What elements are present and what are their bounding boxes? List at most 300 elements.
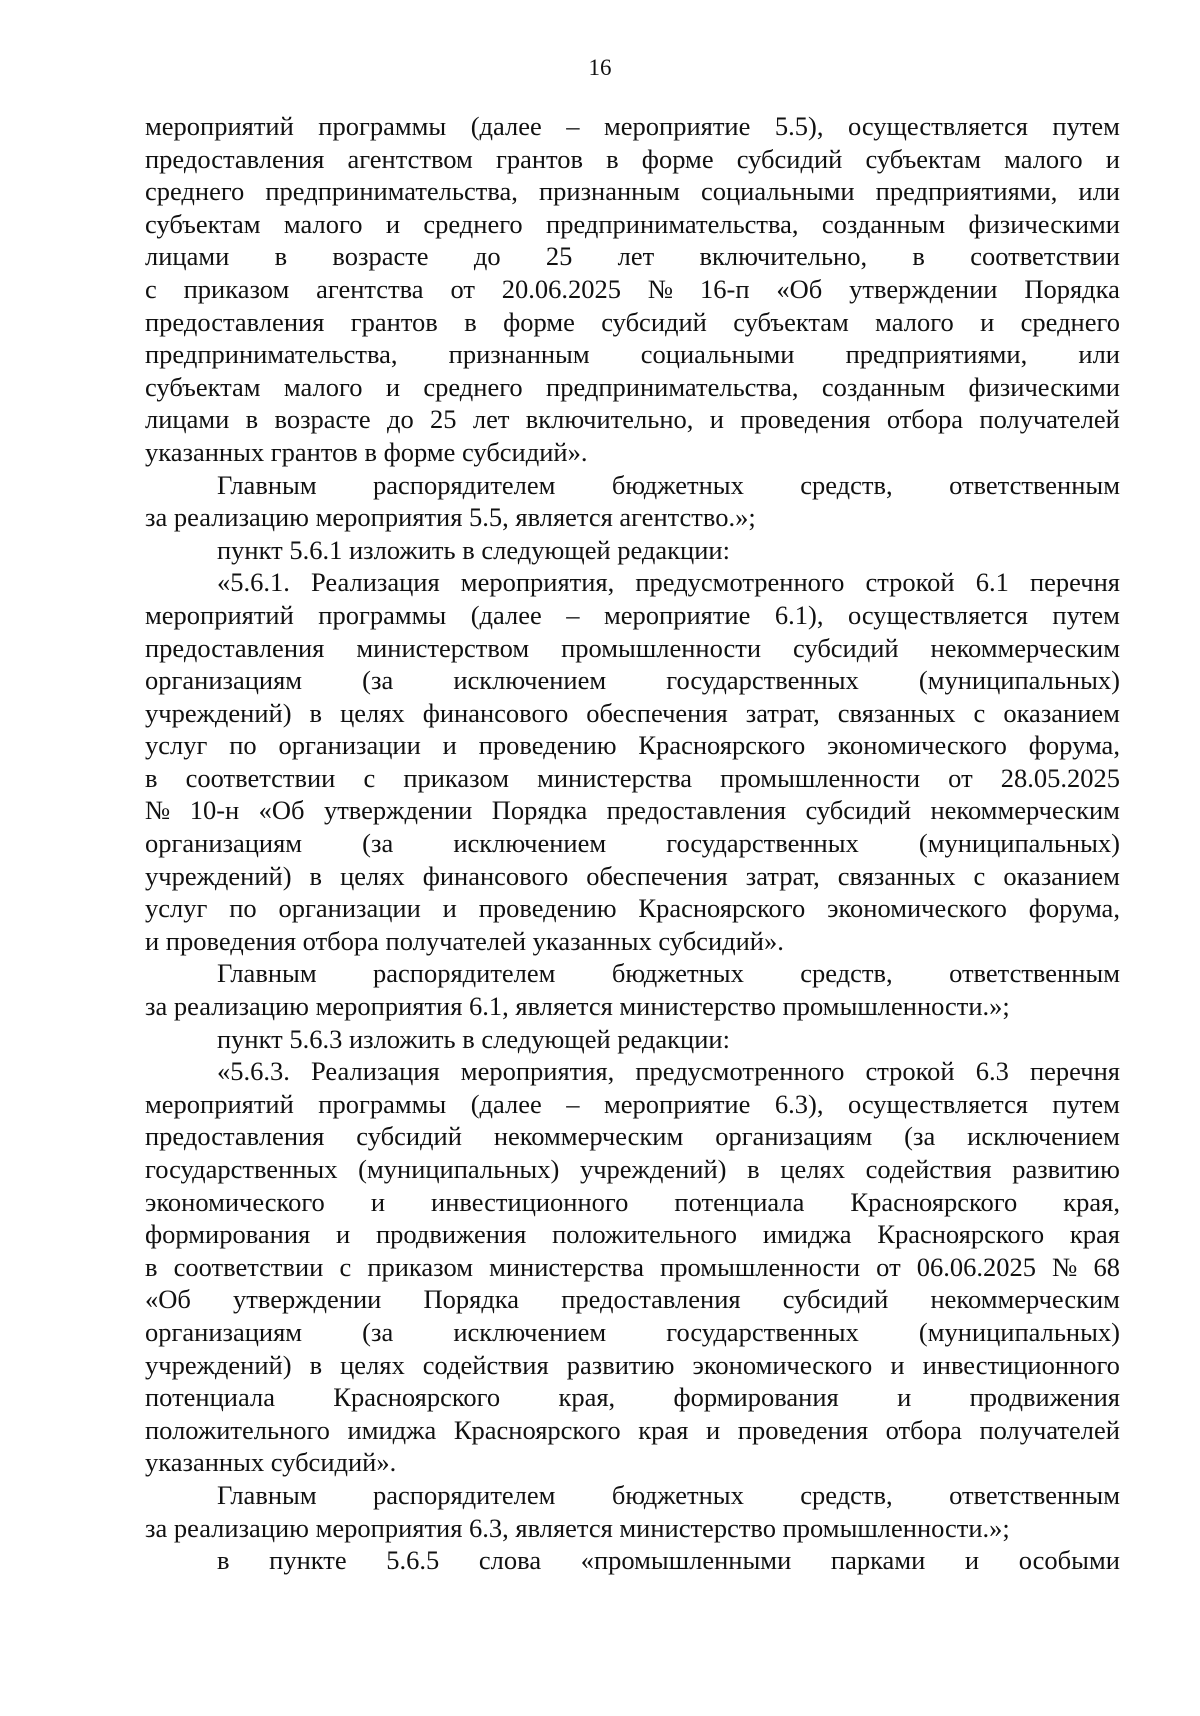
text-word: форума,: [1028, 730, 1120, 761]
text-word: лицами: [145, 404, 230, 435]
text-word: предоставления: [145, 632, 325, 663]
text-word: 5.5),: [774, 111, 824, 141]
text-line: [145, 925, 1120, 958]
text-word: предоставления: [145, 306, 325, 337]
text-word: за реализацию мероприятия 6.1, является министерство промышленности.»;: [145, 991, 1010, 1022]
text-word: за реализацию мероприятия 6.3, является министерство промышленности.»;: [145, 1512, 1010, 1543]
text-word: (муниципальных): [918, 1316, 1120, 1347]
text-line: [145, 566, 1120, 599]
text-word: проведения: [737, 1414, 869, 1445]
text-word: за реализацию мероприятия 5.5, является агентство.»;: [145, 502, 756, 533]
text-word: особыми: [1018, 1545, 1120, 1576]
text-word: организациям: [715, 1121, 873, 1152]
text-word: в: [309, 860, 323, 891]
text-word: края: [638, 1414, 689, 1445]
text-word: осуществляется: [847, 1088, 1028, 1119]
text-word: (за: [362, 1316, 394, 1347]
text-word: субсидий: [805, 795, 912, 826]
text-word: созданным: [821, 371, 946, 402]
text-word: обеспечения: [586, 860, 728, 891]
text-word: в: [606, 143, 619, 174]
text-word: (далее: [470, 599, 542, 630]
text-line: [145, 1186, 1120, 1219]
text-word: форме: [503, 306, 575, 337]
text-word: №: [1052, 1251, 1078, 1282]
text-line: [145, 436, 1120, 469]
text-word: положительного: [145, 1414, 330, 1445]
text-line: [145, 306, 1120, 339]
text-word: лет: [472, 404, 510, 435]
text-word: ответственным: [949, 469, 1120, 500]
text-word: включительно,: [699, 241, 868, 272]
text-word: и: [897, 1382, 912, 1413]
text-word: Порядка: [423, 1284, 520, 1315]
text-line: [145, 1381, 1120, 1414]
text-word: финансового: [422, 860, 569, 891]
text-word: предусмотренного: [635, 567, 845, 598]
text-word: 6.1: [975, 567, 1009, 598]
text-word: оказанием: [1003, 860, 1120, 891]
text-word: Красноярского: [850, 1186, 1018, 1217]
text-word: учреждений): [145, 697, 292, 728]
text-word: некоммерческим: [493, 1121, 684, 1152]
text-word: государственных: [666, 1316, 859, 1347]
text-word: среднего: [145, 176, 245, 207]
text-word: финансового: [422, 697, 569, 728]
text-line: [145, 599, 1120, 632]
text-word: исключением: [453, 665, 607, 696]
text-word: в: [747, 1154, 760, 1184]
text-word: имиджа: [347, 1414, 437, 1445]
text-word: содействия: [865, 1154, 992, 1184]
text-word: физическими: [968, 208, 1120, 239]
text-word: 6.3: [975, 1056, 1009, 1087]
text-line: [145, 1120, 1120, 1153]
text-word: утверждении: [233, 1284, 382, 1315]
text-word: исключением: [453, 828, 607, 859]
text-word: предпринимательства,: [265, 176, 518, 207]
text-line: [145, 1446, 1120, 1479]
text-word: лет: [617, 241, 655, 272]
text-word: возрасте: [274, 404, 371, 435]
text-word: субсидий: [601, 306, 707, 337]
text-word: формирования: [673, 1382, 839, 1413]
text-word: промышленности: [660, 1251, 861, 1282]
text-word: «Об: [145, 1284, 191, 1315]
text-line: [145, 273, 1120, 306]
text-word: отбора: [885, 1414, 962, 1445]
text-word: малого: [875, 306, 954, 337]
text-word: Красноярского: [333, 1382, 501, 1413]
text-line: [145, 534, 1120, 567]
text-word: среднего: [423, 371, 523, 402]
text-word: получателей: [979, 1414, 1120, 1445]
text-word: агентства: [316, 273, 424, 304]
text-word: социальными: [700, 176, 855, 207]
text-word: от: [876, 1251, 901, 1282]
text-word: края,: [1063, 1186, 1120, 1217]
text-word: 25: [430, 404, 457, 435]
text-word: государственных: [666, 665, 859, 696]
text-word: ответственным: [949, 958, 1120, 989]
text-word: пункте: [269, 1545, 347, 1576]
text-word: признанным: [538, 176, 680, 207]
text-word: по: [229, 893, 257, 924]
text-word: программы: [318, 1088, 447, 1119]
text-word: включительно,: [525, 404, 694, 435]
text-word: путем: [1052, 1088, 1120, 1119]
text-line: [145, 697, 1120, 730]
text-word: с: [973, 860, 986, 891]
text-word: соответствии: [173, 1251, 324, 1282]
text-line: [145, 1414, 1120, 1447]
text-line: [145, 1283, 1120, 1316]
text-word: целях: [340, 1349, 405, 1380]
text-word: –: [566, 1088, 580, 1119]
text-word: Красноярского: [638, 893, 806, 924]
text-word: предоставления: [145, 143, 325, 174]
text-word: и: [442, 893, 457, 924]
text-word: и: [890, 1349, 905, 1380]
text-line: [145, 632, 1120, 665]
text-word: перечня: [1029, 567, 1120, 598]
text-line: [145, 1055, 1120, 1088]
text-word: приказом: [367, 1251, 473, 1282]
text-word: и: [385, 208, 400, 239]
text-word: путем: [1052, 599, 1120, 630]
text-word: в: [217, 1545, 230, 1576]
text-line: [145, 990, 1120, 1023]
text-word: предприятиями,: [845, 339, 1028, 370]
text-line: [145, 1479, 1120, 1512]
text-word: (за: [904, 1121, 936, 1152]
text-word: экономического: [827, 730, 1007, 761]
text-word: отбора: [886, 404, 964, 435]
text-word: (муниципальных): [358, 1154, 560, 1184]
text-word: Главным: [217, 1479, 317, 1510]
text-word: Красноярского: [638, 730, 806, 761]
text-word: учреждений): [145, 860, 292, 891]
text-word: организациям: [145, 1316, 303, 1347]
text-word: затрат,: [745, 860, 820, 891]
text-word: 6.3),: [774, 1088, 824, 1119]
text-word: учреждений): [145, 1349, 292, 1380]
text-word: развитию: [1012, 1154, 1120, 1184]
text-word: и: [385, 371, 400, 402]
text-word: «Об: [776, 273, 823, 304]
text-word: предоставления: [145, 1121, 325, 1152]
text-word: среднего: [423, 208, 523, 239]
text-word: 68: [1093, 1251, 1120, 1282]
text-word: 28.05.2025: [1000, 762, 1120, 793]
text-word: содействия: [422, 1349, 549, 1380]
text-word: Красноярского: [877, 1219, 1045, 1250]
text-line: [145, 501, 1120, 534]
text-word: осуществляется: [847, 599, 1028, 630]
text-word: потенциала: [674, 1186, 805, 1217]
text-word: путем: [1052, 111, 1120, 141]
text-word: исключением: [453, 1316, 607, 1347]
text-word: мероприятий: [145, 1088, 294, 1119]
text-word: некоммерческим: [930, 1284, 1120, 1315]
text-word: субсидий: [782, 1284, 889, 1315]
text-word: (далее: [470, 111, 542, 141]
text-word: 10-н: [189, 795, 240, 826]
text-word: и: [442, 730, 457, 761]
text-word: организации: [278, 893, 421, 924]
text-word: пункт 5.6.1 изложить в следующей редакции:: [217, 534, 730, 565]
text-word: ответственным: [949, 1479, 1120, 1510]
text-word: среднего: [1020, 306, 1120, 337]
text-word: или: [1078, 339, 1120, 370]
text-line: [145, 860, 1120, 893]
text-line: [145, 664, 1120, 697]
text-line: [145, 762, 1120, 795]
text-word: края,: [558, 1382, 616, 1413]
text-word: грантов: [350, 306, 438, 337]
text-word: субъектам: [145, 208, 261, 239]
text-word: бюджетных: [611, 1479, 744, 1510]
text-word: соответствии: [185, 762, 336, 793]
text-word: соответствии: [970, 241, 1120, 272]
text-word: (муниципальных): [918, 665, 1120, 696]
text-word: государственных: [145, 1154, 338, 1184]
text-line: [145, 403, 1120, 436]
text-word: предоставления: [606, 795, 787, 826]
text-word: Главным: [217, 958, 317, 989]
text-word: созданным: [821, 208, 946, 239]
text-word: и: [1105, 143, 1120, 174]
text-word: государственных: [666, 828, 859, 859]
text-word: физическими: [968, 371, 1120, 402]
text-word: в: [145, 762, 158, 793]
text-word: 5.6.5: [386, 1545, 440, 1576]
text-word: пункт 5.6.3 изложить в следующей редакции:: [217, 1023, 730, 1054]
text-word: положительного: [552, 1219, 738, 1250]
text-word: потенциала: [145, 1382, 275, 1413]
text-word: с: [363, 762, 376, 793]
text-word: малого: [283, 371, 363, 402]
text-word: средств,: [800, 958, 893, 989]
text-word: строкой: [865, 1056, 955, 1087]
text-word: от: [948, 762, 973, 793]
text-word: парками: [830, 1545, 926, 1576]
text-word: 25: [545, 241, 573, 272]
text-word: №: [145, 795, 171, 826]
text-word: лицами: [145, 241, 230, 272]
text-line: [145, 469, 1120, 502]
text-word: приказом: [403, 762, 509, 793]
text-word: с: [145, 273, 157, 304]
text-line: [145, 110, 1120, 143]
text-word: предпринимательства,: [546, 371, 799, 402]
text-word: связанных: [837, 697, 956, 728]
text-word: министерства: [489, 1251, 645, 1282]
text-word: формирования: [145, 1219, 311, 1250]
text-word: бюджетных: [611, 958, 744, 989]
text-word: малого: [283, 208, 363, 239]
text-word: перечня: [1029, 1056, 1120, 1087]
text-word: субсидий: [356, 1121, 462, 1152]
text-line: [145, 143, 1120, 176]
text-line: [145, 827, 1120, 860]
text-line: [145, 1544, 1120, 1577]
text-word: и: [980, 306, 995, 337]
text-word: утверждении: [849, 273, 998, 304]
text-word: предпринимательства,: [145, 339, 398, 370]
text-line: [145, 1349, 1120, 1382]
text-word: обеспечения: [586, 697, 728, 728]
text-word: края: [1069, 1219, 1120, 1250]
text-word: агентством: [347, 143, 473, 174]
text-word: 06.06.2025: [916, 1251, 1036, 1282]
text-word: от: [450, 273, 475, 304]
text-word: министерства: [537, 762, 693, 793]
text-word: 6.1),: [774, 599, 824, 630]
text-word: услуг: [145, 893, 208, 924]
text-line: [145, 1251, 1120, 1284]
text-line: [145, 240, 1120, 273]
text-word: имиджа: [762, 1219, 852, 1250]
text-word: осуществляется: [847, 111, 1028, 141]
text-word: слова: [478, 1545, 542, 1576]
text-word: субъектам: [865, 143, 981, 174]
text-line: [145, 957, 1120, 990]
text-word: промышленности: [720, 762, 921, 793]
text-word: (далее: [470, 1088, 542, 1119]
text-word: субъектам: [145, 371, 261, 402]
text-word: №: [647, 273, 674, 304]
text-line: [145, 338, 1120, 371]
text-word: предусмотренного: [635, 1056, 845, 1087]
text-word: средств,: [800, 469, 893, 500]
text-word: в: [912, 241, 925, 272]
text-word: предоставления: [561, 1284, 741, 1315]
text-word: (за: [362, 665, 394, 696]
text-word: «Об: [258, 795, 305, 826]
text-word: проведения: [740, 404, 871, 435]
text-word: социальными: [640, 339, 795, 370]
text-word: распорядителем: [373, 469, 556, 500]
text-word: и: [370, 1186, 385, 1217]
text-word: «промышленными: [580, 1545, 792, 1576]
text-word: организациям: [145, 828, 303, 859]
text-word: экономического: [145, 1186, 325, 1217]
text-word: в: [245, 404, 259, 435]
text-word: Реализация: [311, 1056, 440, 1087]
text-word: (муниципальных): [918, 828, 1120, 859]
text-word: Красноярского: [453, 1414, 621, 1445]
text-word: в: [309, 1349, 323, 1380]
text-word: учреждений): [579, 1154, 727, 1184]
text-line: [145, 1023, 1120, 1056]
text-word: –: [566, 599, 580, 630]
text-word: в: [464, 306, 477, 337]
text-word: мероприятие: [604, 599, 751, 630]
text-line: [145, 729, 1120, 762]
text-word: мероприятие: [604, 1088, 751, 1119]
text-word: программы: [318, 111, 447, 141]
text-word: утверждении: [323, 795, 473, 826]
text-word: целях: [340, 697, 405, 728]
text-word: с: [339, 1251, 352, 1282]
text-word: целях: [780, 1154, 845, 1184]
text-word: распорядителем: [373, 958, 556, 989]
text-word: до: [386, 404, 414, 435]
text-word: строкой: [865, 567, 955, 598]
text-word: оказанием: [1003, 697, 1120, 728]
text-line: [145, 1153, 1120, 1186]
text-word: малого: [1004, 143, 1083, 174]
text-word: предприятиями,: [875, 176, 1058, 207]
text-word: мероприятий: [145, 599, 294, 630]
text-word: «5.6.1.: [217, 567, 290, 598]
text-line: [145, 892, 1120, 925]
text-word: продвижения: [969, 1382, 1120, 1413]
text-word: мероприятия,: [460, 567, 615, 598]
text-word: организациям: [145, 665, 303, 696]
text-word: форме: [641, 143, 714, 174]
text-word: мероприятие: [604, 111, 751, 141]
text-word: Реализация: [311, 567, 440, 598]
text-word: Порядка: [491, 795, 588, 826]
text-line: [145, 794, 1120, 827]
text-word: инвестиционного: [431, 1186, 629, 1217]
text-word: в: [274, 241, 288, 272]
text-word: указанных грантов в форме субсидий».: [145, 436, 588, 467]
text-word: проведению: [478, 730, 617, 761]
text-word: и проведения отбора получателей указанных субсидий».: [145, 925, 784, 956]
text-word: распорядителем: [373, 1479, 556, 1510]
text-word: до: [473, 241, 501, 272]
text-line: [145, 208, 1120, 241]
text-word: мероприятий: [145, 111, 294, 141]
text-line: [145, 371, 1120, 404]
text-line: [145, 175, 1120, 208]
text-word: бюджетных: [611, 469, 744, 500]
text-word: 16-п: [700, 273, 750, 304]
text-word: указанных субсидий».: [145, 1447, 397, 1478]
text-word: 20.06.2025: [501, 273, 622, 304]
text-word: продвижения: [375, 1219, 527, 1250]
text-line: [145, 1218, 1120, 1251]
text-word: экономического: [827, 893, 1007, 924]
text-word: и: [335, 1219, 351, 1250]
text-word: форума,: [1028, 893, 1120, 924]
text-word: организации: [278, 730, 421, 761]
text-word: по: [229, 730, 257, 761]
text-line: [145, 1512, 1120, 1545]
text-word: программы: [318, 599, 447, 630]
text-word: предпринимательства,: [546, 208, 799, 239]
text-word: –: [566, 111, 580, 141]
text-word: целях: [340, 860, 405, 891]
text-word: связанных: [837, 860, 956, 891]
text-line: [145, 1316, 1120, 1349]
text-word: экономического: [692, 1349, 873, 1380]
text-word: субъектам: [733, 306, 849, 337]
text-word: некоммерческим: [930, 795, 1120, 826]
text-line: [145, 1088, 1120, 1121]
text-word: промышленности: [561, 632, 762, 663]
text-word: субсидий: [793, 632, 899, 663]
page-number: 16: [588, 55, 612, 80]
text-word: в: [309, 697, 323, 728]
text-word: Порядка: [1024, 273, 1120, 304]
text-word: получателей: [979, 404, 1120, 435]
text-word: субсидий: [736, 143, 843, 174]
text-word: исключением: [967, 1121, 1120, 1152]
